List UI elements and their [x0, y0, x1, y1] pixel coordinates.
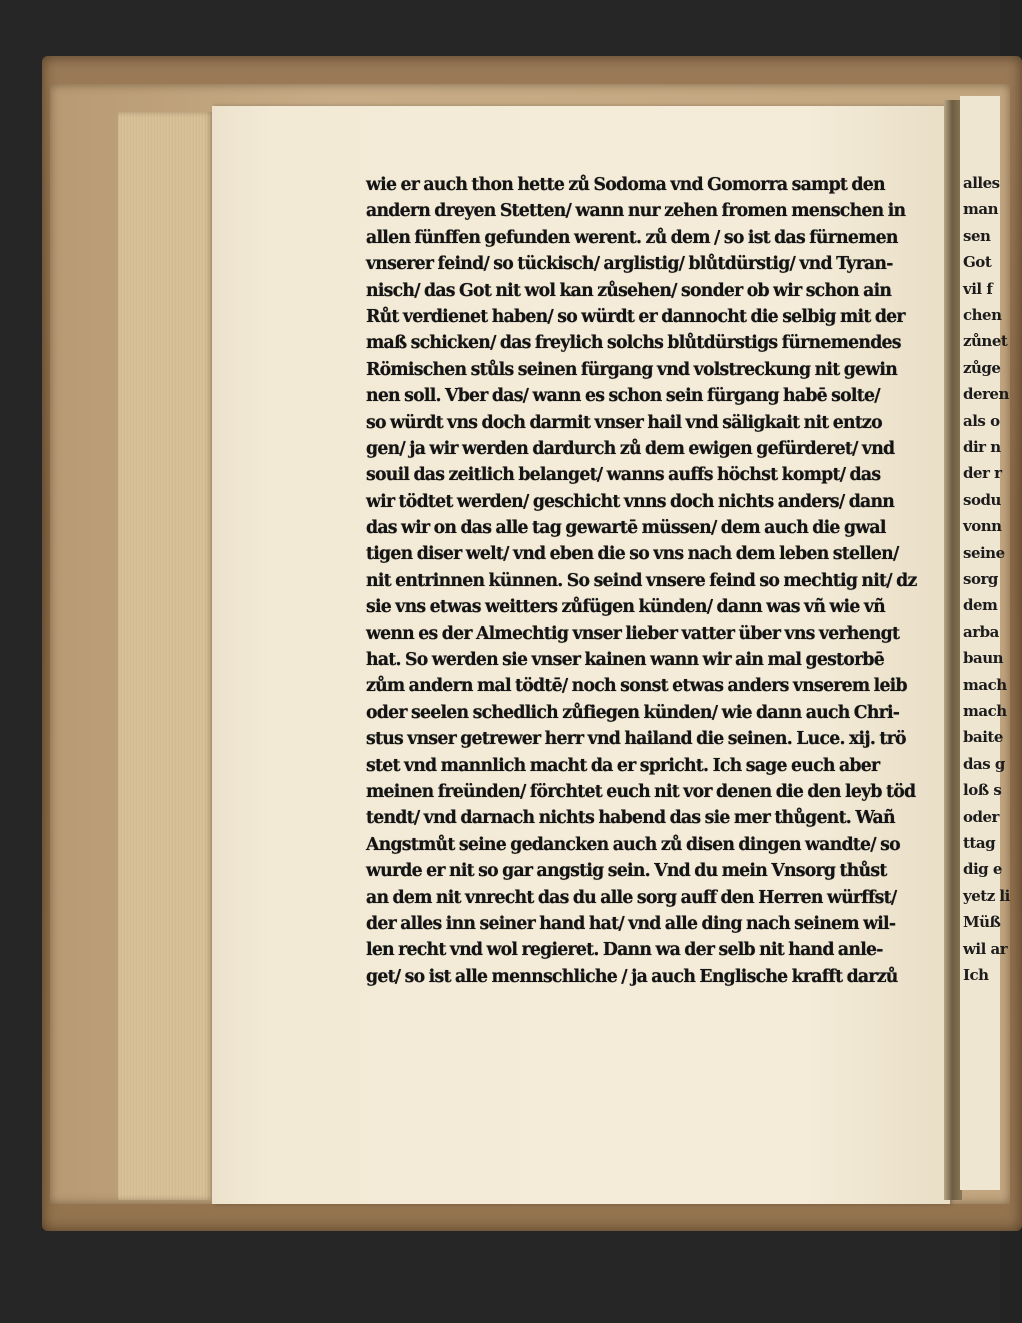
text-line: wurde er nit so gar angstig sein. Vnd du mein Vnsorg thůst — [366, 861, 887, 882]
text-line: Römischen stůls seinen fürgang vnd volstreckung nit gewin — [366, 359, 898, 380]
facing-page-line: ttag — [963, 834, 996, 852]
facing-page-line: mach — [963, 675, 1007, 694]
facing-page-line: sorg — [963, 570, 998, 588]
facing-page-line: Ich — [963, 966, 989, 984]
text-line: nen soll. Vber das/ wann es schon sein fürgang habē solte/ — [366, 386, 880, 407]
facing-page-line: vonn — [963, 517, 1002, 536]
text-line: hat. So werden sie vnser kainen wann wir ain mal gestorbē — [366, 650, 885, 671]
facing-page-line: man — [963, 200, 998, 219]
facing-page-line: baun — [963, 649, 1004, 668]
text-line: tendt/ vnd darnach nichts habend das sie mer thůgent. Wañ — [366, 808, 895, 829]
page-edges — [118, 112, 214, 1200]
facing-page-line: loß s — [963, 781, 1002, 800]
facing-page-line: zůge — [963, 358, 1001, 377]
facing-page-line: Got — [963, 253, 992, 272]
facing-page-line: vil f — [963, 279, 993, 298]
facing-page-line: chen — [963, 306, 1002, 324]
text-line: vnserer feind/ so tückisch/ arglistig/ blůtdürstig/ vnd Tyran- — [366, 254, 893, 275]
facing-page-line: yetz li — [963, 886, 1010, 905]
facing-page-line: wil ar — [963, 939, 1008, 958]
text-line: wenn es der Almechtig vnser lieber vatter über vns verhengt — [366, 623, 900, 644]
text-line: allen fünffen gefunden werent. zů dem / so ist das fürnemen — [366, 227, 898, 248]
facing-page — [960, 96, 1010, 1190]
page-text — [366, 172, 932, 990]
text-line: maß schicken/ das freylich solchs blůtdürstigs fürnemendes — [366, 333, 901, 354]
text-line: der alles inn seiner hand hat/ vnd alle ding nach seinem wil- — [366, 913, 896, 934]
text-line: Angstmůt seine gedancken auch zů disen dingen wandte/ so — [366, 834, 900, 855]
text-line: sie vns etwas weitters zůfügen künden/ dann was vñ wie vñ — [366, 597, 885, 618]
text-line: wie er auch thon hette zů Sodoma vnd Gomorra sampt den — [366, 175, 885, 195]
facing-page-line: zůnet — [963, 332, 1008, 351]
text-line: Růt verdienet haben/ so würdt er dannocht die selbig mit der — [366, 306, 905, 327]
text-line: gen/ ja wir werden dardurch zů dem ewigen gefürderet/ vnd — [366, 438, 895, 459]
text-line: an dem nit vnrecht das du alle sorg auff den Herren würffst/ — [366, 887, 897, 908]
facing-page-line: als o — [963, 411, 1000, 430]
text-line: nisch/ das Got nit wol kan zůsehen/ sonder ob wir schon ain — [366, 280, 892, 301]
facing-page-line: oder — [963, 807, 999, 826]
text-line: so würdt vns doch darmit vnser hail vnd säligkait nit entzo — [366, 412, 882, 433]
text-line: get/ so ist alle mennschliche / ja auch Englische krafft darzů — [366, 966, 898, 987]
facing-page-line: das g — [963, 754, 1005, 773]
facing-page-line: arba — [963, 622, 999, 641]
text-line: zům andern mal tödtē/ noch sonst etwas anders vnserem leib — [366, 676, 907, 697]
facing-page-line: mach — [963, 702, 1007, 720]
facing-page-line: Müß — [963, 913, 1001, 932]
text-line: nit entrinnen künnen. So seind vnsere feind so mechtig nit/ dz — [366, 570, 917, 591]
text-line: len recht vnd wol regieret. Dann wa der selb nit hand anle- — [366, 940, 883, 961]
facing-page-line: sen — [963, 226, 991, 245]
facing-page-line: deren — [963, 385, 1009, 404]
facing-page-line: dem — [963, 596, 998, 615]
facing-page-line: sodu — [963, 490, 1001, 509]
text-line: wir tödtet werden/ geschicht vnns doch nichts anders/ dann — [366, 491, 895, 512]
text-line: das wir on das alle tag gewartē müssen/ dem auch die gwal — [366, 518, 886, 539]
facing-page-line: der r — [963, 464, 1002, 483]
text-line: oder seelen schedlich zůfiegen künden/ wie dann auch Chri- — [366, 702, 900, 723]
text-line: meinen freünden/ förchtet euch nit vor denen die den leyb töd — [366, 781, 916, 802]
facing-page-line: dig e — [963, 860, 1002, 879]
text-line: tigen diser welt/ vnd eben die so vns nach dem leben stellen/ — [366, 544, 899, 565]
text-line: andern dreyen Stetten/ wann nur zehen fromen menschen in — [366, 201, 906, 222]
facing-page-line: seine — [963, 543, 1005, 562]
text-line: stet vnd mannlich macht da er spricht. Ich sage euch aber — [366, 755, 880, 776]
facing-page-line: dir n — [963, 438, 1001, 456]
text-line: souil das zeitlich belanget/ wanns auffs höchst kompt/ das — [366, 465, 881, 486]
facing-page-line: baite — [963, 728, 1003, 747]
text-line: stus vnser getrewer herr vnd hailand die seinen. Luce. xij. trö — [366, 729, 906, 750]
facing-page-line: alles — [963, 174, 1000, 192]
